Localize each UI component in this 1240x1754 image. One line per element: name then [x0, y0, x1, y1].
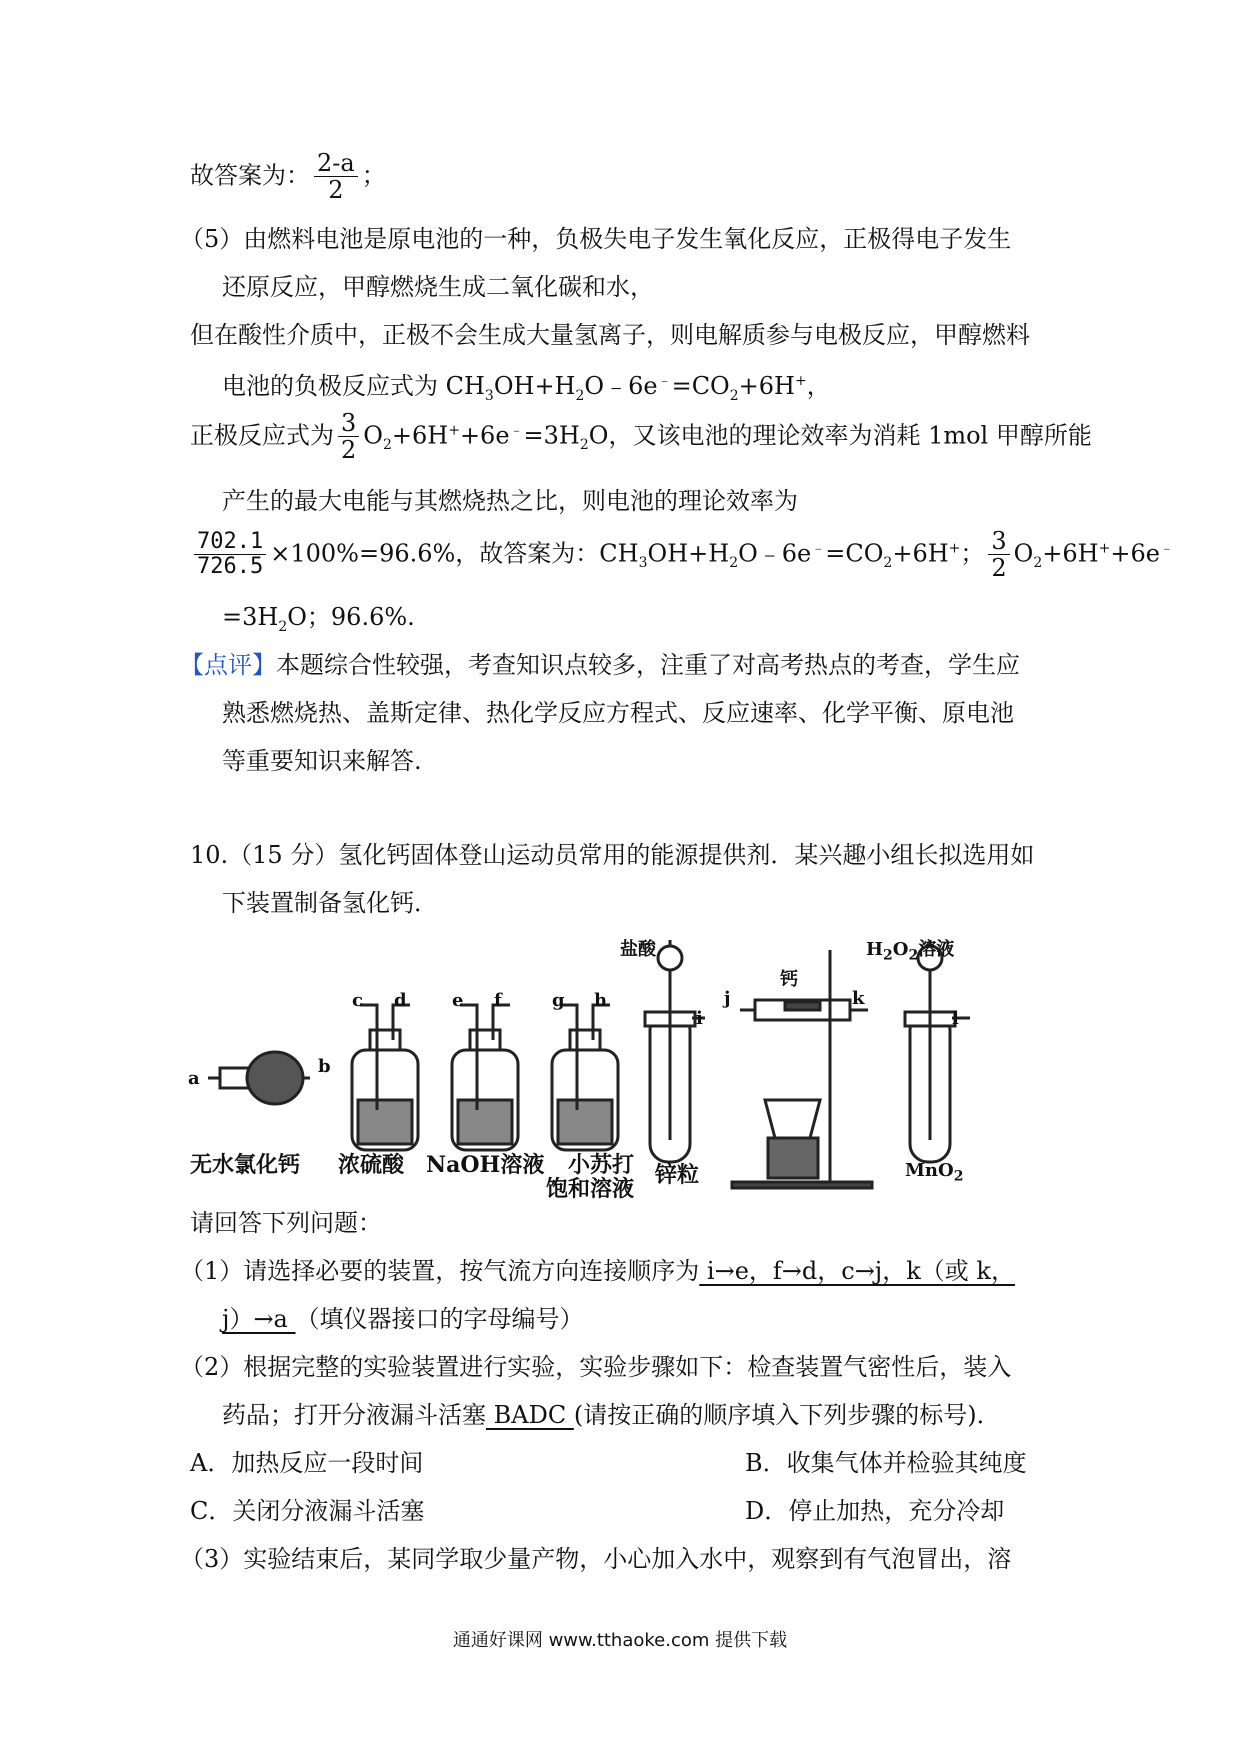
- numerator: 2-a: [314, 150, 358, 177]
- port-g-label: g: [552, 990, 565, 1011]
- questions-intro: 请回答下列问题：: [190, 1209, 382, 1237]
- numerator: 702.1: [194, 530, 266, 555]
- denominator: 726.5: [197, 554, 264, 580]
- superscript: ﹣: [1159, 540, 1174, 557]
- answer-blank: j）→a: [222, 1305, 296, 1333]
- caption-anhydrous-cacl2: 无水氯化钙: [190, 1152, 301, 1178]
- efficiency-line: 产生的最大电能与其燃烧热之比，则电池的理论效率为: [222, 487, 798, 515]
- text: O，又该电池的理论效率为消耗 1mol 甲醇所能: [588, 421, 1092, 450]
- options-row-1-right: [745, 1446, 1027, 1480]
- text: =3H: [523, 421, 580, 450]
- caption-mno2: [905, 1160, 963, 1185]
- text: +6H: [391, 421, 449, 450]
- port-h-label: h: [594, 990, 608, 1011]
- caption-naoh-solution: NaOH溶液: [426, 1152, 545, 1178]
- fraction-3-over-2: [988, 528, 1009, 582]
- options-row-1: [190, 1446, 423, 1480]
- port-j-label: j: [724, 988, 731, 1009]
- efficiency-answer-cont: [222, 600, 415, 644]
- part2-line1: （2）根据完整的实验装置进行实验，实验步骤如下：检查装置气密性后，装入: [180, 1353, 1012, 1381]
- text: OH+H: [647, 539, 730, 568]
- option-c: C．关闭分液漏斗活塞: [190, 1497, 425, 1525]
- subscript: 2: [579, 437, 589, 454]
- text: （填仪器接口的字母编号）: [295, 1305, 584, 1333]
- text: （1）请选择必要的装置，按气流方向连接顺序为: [180, 1257, 700, 1285]
- subscript: 2: [1033, 555, 1043, 572]
- text: ；: [361, 161, 386, 190]
- page-footer: 通通好课网 www.tthaoke.com 提供下载: [452, 1630, 788, 1651]
- subscript: 2: [729, 555, 739, 572]
- denominator: 2: [328, 176, 344, 205]
- superscript: ﹣: [509, 422, 524, 439]
- numerator: 3: [988, 528, 1009, 555]
- subscript: 3: [638, 555, 648, 572]
- text: O﹣6e: [584, 372, 658, 400]
- answer-blank: BADC: [486, 1401, 574, 1429]
- text: +6e: [459, 421, 510, 450]
- h2o2-solution-label: [866, 935, 954, 964]
- subscript: 2: [278, 618, 288, 635]
- port-c-label: c: [352, 990, 363, 1011]
- caption-nahco3: 小苏打: [568, 1152, 635, 1178]
- text: O；96.6%.: [287, 603, 415, 631]
- caption-zinc: 锌粒: [655, 1162, 700, 1188]
- answer-blank: i→e，f→d，c→j，k（或 k，: [699, 1257, 1015, 1285]
- text: =CO: [825, 539, 884, 568]
- subscript: 2: [953, 1168, 964, 1185]
- text: =CO: [671, 372, 730, 400]
- port-f-label: f: [494, 990, 502, 1011]
- part1-line1: [180, 1254, 1015, 1288]
- calcium-label: 钙: [780, 969, 798, 990]
- subscript: 2: [575, 387, 585, 404]
- option-b: B．收集气体并检验其纯度: [745, 1449, 1027, 1477]
- port-d-label: d: [394, 990, 407, 1011]
- port-b-label: b: [318, 1056, 331, 1077]
- fraction-3-over-2: [338, 410, 359, 464]
- caption-conc-h2so4: 浓硫酸: [338, 1152, 405, 1178]
- subscript: 3: [484, 387, 494, 404]
- superscript: +: [448, 422, 460, 439]
- subscript: 2: [729, 387, 739, 404]
- part5-line3: 但在酸性介质中，正极不会生成大量氢离子，则电解质参与电极反应，甲醇燃料: [190, 321, 1030, 349]
- negative-electrode-equation: [222, 364, 831, 413]
- text: (请按正确的顺序填入下列步骤的标号)．: [573, 1401, 1001, 1429]
- comment-tag: 【点评】: [180, 651, 276, 679]
- text: =3H: [222, 603, 279, 631]
- fraction-2-a-over-2: [314, 150, 358, 204]
- subscript: 2: [883, 555, 893, 572]
- efficiency-answer-line: [190, 528, 1174, 582]
- port-k-label: k: [852, 988, 865, 1009]
- positive-electrode-equation: [190, 410, 1092, 464]
- superscript: +: [794, 373, 807, 389]
- numerator: 3: [338, 410, 359, 437]
- text: O: [363, 421, 383, 450]
- port-e-label: e: [452, 990, 464, 1011]
- part3-line1: （3）实验结束后，某同学取少量产物，小心加入水中，观察到有气泡冒出，溶: [180, 1545, 1012, 1573]
- answer-4-line: [190, 150, 386, 204]
- text: 本题综合性较强，考查知识点较多，注重了对高考热点的考查，学生应: [276, 651, 1020, 679]
- text: ；: [960, 539, 985, 568]
- superscript: +: [1098, 540, 1111, 557]
- text: ，: [806, 372, 831, 400]
- text: +6H: [892, 539, 949, 568]
- part2-line2: [222, 1398, 1001, 1432]
- superscript: ﹣: [811, 540, 826, 557]
- hydrochloric-acid-label: 盐酸: [620, 939, 656, 960]
- text: OH+H: [493, 372, 576, 400]
- fraction-702-over-726: [194, 530, 266, 579]
- text: MnO: [905, 1160, 954, 1181]
- text: 正极反应式为: [190, 421, 334, 450]
- text: H: [866, 939, 884, 960]
- text: 溶液: [918, 939, 955, 960]
- text: 药品；打开分液漏斗活塞: [222, 1401, 486, 1429]
- text: O: [892, 939, 909, 960]
- comment-line2: 熟悉燃烧热、盖斯定律、热化学反应方程式、反应速率、化学平衡、原电池: [222, 699, 1014, 727]
- text: 故答案为：: [190, 161, 310, 190]
- text: O﹣6e: [738, 539, 812, 568]
- text: 电池的负极反应式为 CH: [222, 372, 485, 400]
- denominator: 2: [991, 554, 1007, 583]
- option-a: A．加热反应一段时间: [190, 1449, 424, 1477]
- part5-line2: 还原反应，甲醇燃烧生成二氧化碳和水，: [222, 273, 654, 301]
- denominator: 2: [341, 436, 357, 465]
- superscript: +: [948, 540, 961, 557]
- options-row-2: [190, 1494, 424, 1528]
- option-d: D．停止加热，充分冷却: [745, 1497, 1005, 1525]
- port-l-label: l: [952, 1008, 959, 1029]
- question-10-line2: 下装置制备氢化钙．: [222, 889, 438, 917]
- subscript: 2: [883, 947, 893, 964]
- superscript: ﹣: [657, 373, 672, 389]
- part5-line1: （5）由燃料电池是原电池的一种，负极失电子发生氧化反应，正极得电子发生: [180, 225, 1012, 253]
- comment-line3: 等重要知识来解答.: [222, 747, 422, 775]
- text: +6e: [1110, 539, 1160, 568]
- part1-line2: [222, 1302, 584, 1336]
- port-i-label: i: [696, 1008, 703, 1029]
- comment-line1: [180, 648, 1020, 682]
- text: +6H: [1042, 539, 1099, 568]
- port-a-label: a: [188, 1068, 200, 1089]
- subscript: 2: [908, 947, 919, 964]
- options-row-2-right: [745, 1494, 1004, 1528]
- question-10-line1: 10.（15 分）氢化钙固体登山运动员常用的能源提供剂．某兴趣小组长拟选用如: [190, 841, 1035, 869]
- text: ×100%=96.6%，故答案为：CH: [270, 539, 639, 568]
- text: O: [1013, 539, 1034, 568]
- subscript: 2: [382, 437, 392, 454]
- caption-saturated-solution: 饱和溶液: [546, 1176, 635, 1202]
- text: +6H: [738, 372, 795, 400]
